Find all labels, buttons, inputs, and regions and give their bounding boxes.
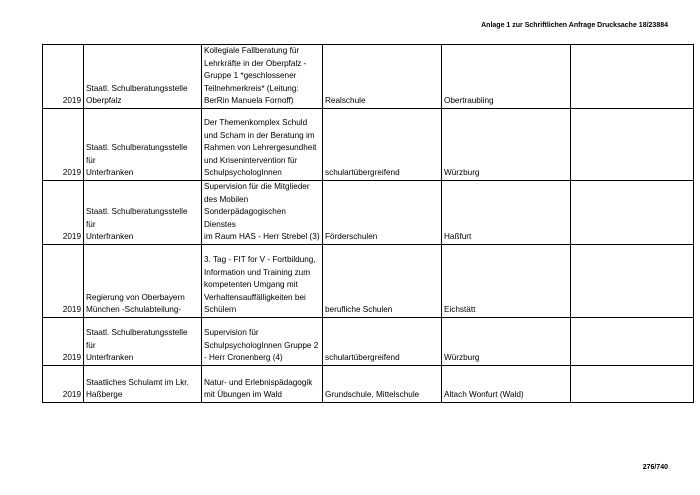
location-cell: Eichstätt [442, 244, 571, 317]
course-table [42, 44, 694, 403]
table-row [43, 45, 694, 109]
location-cell: Altach Wonfurt (Wald) [442, 365, 571, 402]
empty-cell [571, 108, 694, 180]
location-cell: Obertraubling [442, 45, 571, 109]
table-row [43, 108, 694, 180]
page-number: 276/740 [642, 464, 668, 471]
empty-cell [571, 317, 694, 365]
empty-cell [571, 365, 694, 402]
institution-cell: Staatl. Schulberatungsstelle für Unterfranken [84, 180, 202, 244]
year-cell: 2019 [43, 244, 84, 317]
school-type-cell: Grundschule, Mittelschule [323, 365, 442, 402]
year-cell: 2019 [43, 108, 84, 180]
institution-cell: Staatliches Schulamt im Lkr. Haßberge [84, 365, 202, 402]
year-cell: 2019 [43, 317, 84, 365]
school-type-cell: berufliche Schulen [323, 244, 442, 317]
table-row [43, 317, 694, 365]
title-cell: Kollegiale Fallberatung für Lehrkräfte in der Oberpfalz - Gruppe 1 *geschlossener Teilnehmerkreis* (Leitung: BerRin Manuela Fornoff) [202, 45, 323, 109]
empty-cell [571, 45, 694, 109]
year-cell: 2019 [43, 180, 84, 244]
school-type-cell: schulartübergreifend [323, 108, 442, 180]
empty-cell [571, 244, 694, 317]
school-type-cell: Förderschulen [323, 180, 442, 244]
location-cell: Haßfurt [442, 180, 571, 244]
table-row [43, 180, 694, 244]
document-header: Anlage 1 zur Schriftlichen Anfrage Drucksache 18/23884 [481, 22, 668, 29]
table-row [43, 244, 694, 317]
title-cell: Supervision für die Mitglieder des Mobilen Sonderpädagogischen Dienstes im Raum HAS - Herr Strebel (3) [202, 180, 323, 244]
title-cell: Der Themenkomplex Schuld und Scham in der Beratung im Rahmen von Lehrergesundheit und Krisenintervention für SchulpsychologInnen [202, 108, 323, 180]
title-cell: Supervision für SchulpsychologInnen Gruppe 2 - Herr Cronenberg (4) [202, 317, 323, 365]
location-cell: Würzburg [442, 317, 571, 365]
title-cell: 3. Tag - FIT for V - Fortbildung, Information und Training zum kompetenten Umgang mit Verhaltensauffälligkeiten bei Schülern [202, 244, 323, 317]
school-type-cell: Realschule [323, 45, 442, 109]
institution-cell: Staatl. Schulberatungsstelle für Unterfranken [84, 317, 202, 365]
location-cell: Würzburg [442, 108, 571, 180]
institution-cell: Regierung von Oberbayern München -Schulabteilung- [84, 244, 202, 317]
table-row [43, 365, 694, 402]
year-cell: 2019 [43, 365, 84, 402]
school-type-cell: schulartübergreifend [323, 317, 442, 365]
institution-cell: Staatl. Schulberatungsstelle Oberpfalz [84, 45, 202, 109]
title-cell: Natur- und Erlebnispädagogik mit Übungen im Wald [202, 365, 323, 402]
year-cell: 2019 [43, 45, 84, 109]
empty-cell [571, 180, 694, 244]
institution-cell: Staatl. Schulberatungsstelle für Unterfranken [84, 108, 202, 180]
